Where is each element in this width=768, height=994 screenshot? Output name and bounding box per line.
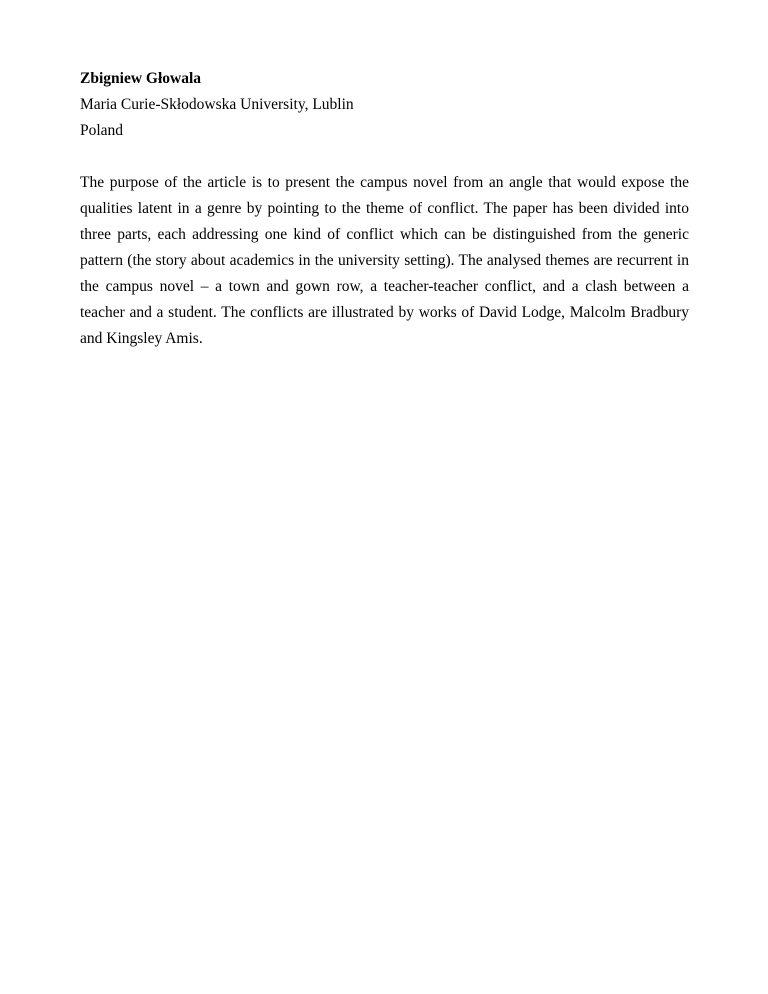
- author-country: Poland: [80, 122, 124, 139]
- author-affiliation: Maria Curie-Skłodowska University, Lublin: [80, 96, 354, 113]
- abstract-paragraph: The purpose of the article is to present the campus novel from an angle that would expose the qualities latent in a genre by pointing to the theme of conflict. The paper has been divided into three parts, each addressing one kind of conflict which can be distinguished from the generic pattern (the story about academics in the university setting). The analysed themes are recurrent in the campus novel – a town and gown row, a teacher-teacher conflict, and a clash between a teacher and a student. The conflicts are illustrated by works of David Lodge, Malcolm Bradbury and Kingsley Amis.: [80, 174, 689, 347]
- document-content: [80, 66, 689, 352]
- author-name: Zbigniew Głowala: [80, 70, 202, 87]
